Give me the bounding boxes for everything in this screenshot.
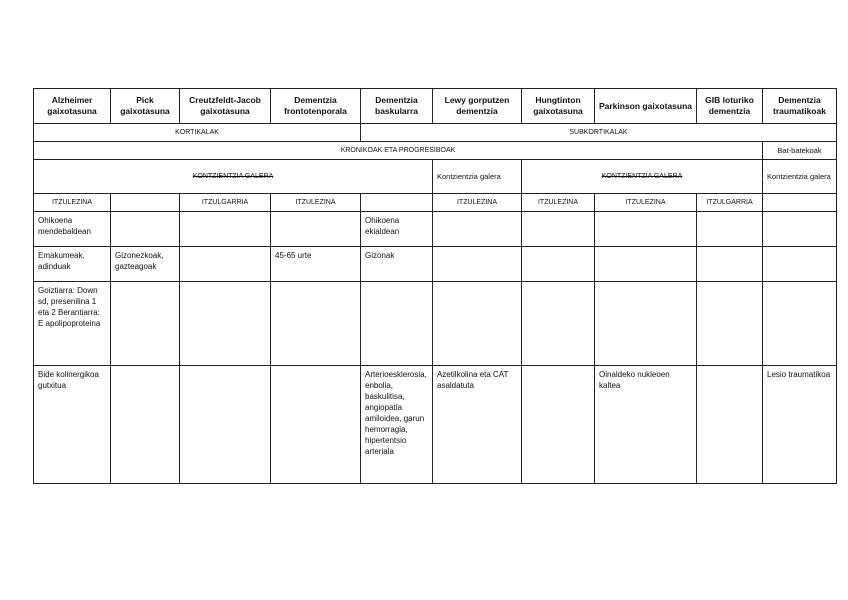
- location-row: [34, 212, 837, 247]
- cause-baskularra: Arterioesklerosia, enbolia, baskulitisa, angiopatia amiloidea, garun hemorragia, hipertentsio arteriala: [361, 366, 433, 484]
- table-cell: [522, 212, 595, 247]
- rev-gib: ITZULGARRIA: [697, 194, 763, 212]
- table-cell: [271, 212, 361, 247]
- table-cell: [180, 366, 271, 484]
- table-cell: [522, 247, 595, 282]
- chronic-row: [34, 142, 837, 160]
- table-cell: [595, 282, 697, 366]
- table-cell: [111, 282, 180, 366]
- rev-pick: [111, 194, 180, 212]
- header-row: [34, 89, 837, 124]
- genetics-alzheimer: Goiztiarra: Down sd, presenilina 1 eta 2 Berantiarra: E apolipoproteina: [34, 282, 111, 366]
- table-cell: [595, 247, 697, 282]
- header-lewy: Lewy gorputzen dementzia: [433, 89, 522, 124]
- table-cell: [111, 212, 180, 247]
- cause-parkinson: Oinaldeko nukleoen kaltea: [595, 366, 697, 484]
- cause-alzheimer: Bide kolinergikoa gutxitua: [34, 366, 111, 484]
- header-pick: Pick gaixotasuna: [111, 89, 180, 124]
- rev-lewy: ITZULEZINA: [433, 194, 522, 212]
- kontzientzia-galera-1: KONTZIENTZIA GALERA: [34, 160, 433, 194]
- table-cell: [522, 282, 595, 366]
- population-frontotenporala: 45-65 urte: [271, 247, 361, 282]
- table-cell: [763, 212, 837, 247]
- kontzientzia-traumatikoak: Kontzientzia galera: [763, 160, 837, 194]
- table-cell: [763, 247, 837, 282]
- group-subkortikalak: SUBKORTIKALAK: [361, 124, 837, 142]
- cortical-row: [34, 124, 837, 142]
- table-cell: [697, 282, 763, 366]
- header-gib: GIB loturiko dementzia: [697, 89, 763, 124]
- rev-creutzfeldt: ITZULGARRIA: [180, 194, 271, 212]
- location-alzheimer: Ohikoena mendebaldean: [34, 212, 111, 247]
- kontzientzia-lewy: Kontzientzia galera: [433, 160, 522, 194]
- table-cell: [111, 366, 180, 484]
- table-cell: [433, 212, 522, 247]
- header-creutzfeldt-jacob: Creutzfeldt-Jacob gaixotasuna: [180, 89, 271, 124]
- table-cell: [522, 366, 595, 484]
- table-cell: [763, 282, 837, 366]
- header-frontotenporala: Dementzia frontotenporala: [271, 89, 361, 124]
- consciousness-row: [34, 160, 837, 194]
- group-kronikoak: KRONIKOAK ETA PROGRESIBOAK: [34, 142, 763, 160]
- header-traumatikoak: Dementzia traumatikoak: [763, 89, 837, 124]
- group-kortikalak: KORTIKALAK: [34, 124, 361, 142]
- rev-baskularra: [361, 194, 433, 212]
- table-cell: [271, 282, 361, 366]
- rev-traumatikoak: [763, 194, 837, 212]
- population-row: [34, 247, 837, 282]
- rev-hungtinton: ITZULEZINA: [522, 194, 595, 212]
- table-cell: [180, 212, 271, 247]
- rev-parkinson: ITZULEZINA: [595, 194, 697, 212]
- table-cell: [697, 247, 763, 282]
- location-baskularra: Ohikoena ekialdean: [361, 212, 433, 247]
- header-parkinson: Parkinson gaixotasuna: [595, 89, 697, 124]
- header-hungtinton: Hungtinton gaixotasuna: [522, 89, 595, 124]
- rev-alzheimer: ITZULEZINA: [34, 194, 111, 212]
- table-cell: [180, 282, 271, 366]
- table-cell: [180, 247, 271, 282]
- group-batbatekoak: Bat-batekoak: [763, 142, 837, 160]
- population-pick: Gizonezkoak, gazteagoak: [111, 247, 180, 282]
- table-cell: [595, 212, 697, 247]
- population-baskularra: Gizonak: [361, 247, 433, 282]
- kontzientzia-galera-2: KONTZIENTZIA GALERA: [522, 160, 763, 194]
- reversibility-row: [34, 194, 837, 212]
- rev-frontotenporala: ITZULEZINA: [271, 194, 361, 212]
- header-baskularra: Dementzia baskularra: [361, 89, 433, 124]
- population-alzheimer: Emakumeak, adinduak: [34, 247, 111, 282]
- table-cell: [697, 366, 763, 484]
- genetics-row: [34, 282, 837, 366]
- header-alzheimer: Alzheimer gaixotasuna: [34, 89, 111, 124]
- table-cell: [271, 366, 361, 484]
- dementia-classification-table: [33, 88, 837, 484]
- cause-row: [34, 366, 837, 484]
- table-cell: [361, 282, 433, 366]
- table-cell: [433, 282, 522, 366]
- table-cell: [433, 247, 522, 282]
- cause-lewy: Azetilkolina eta CAT asaldatuta: [433, 366, 522, 484]
- cause-traumatikoak: Lesio traumatikoa: [763, 366, 837, 484]
- table-cell: [697, 212, 763, 247]
